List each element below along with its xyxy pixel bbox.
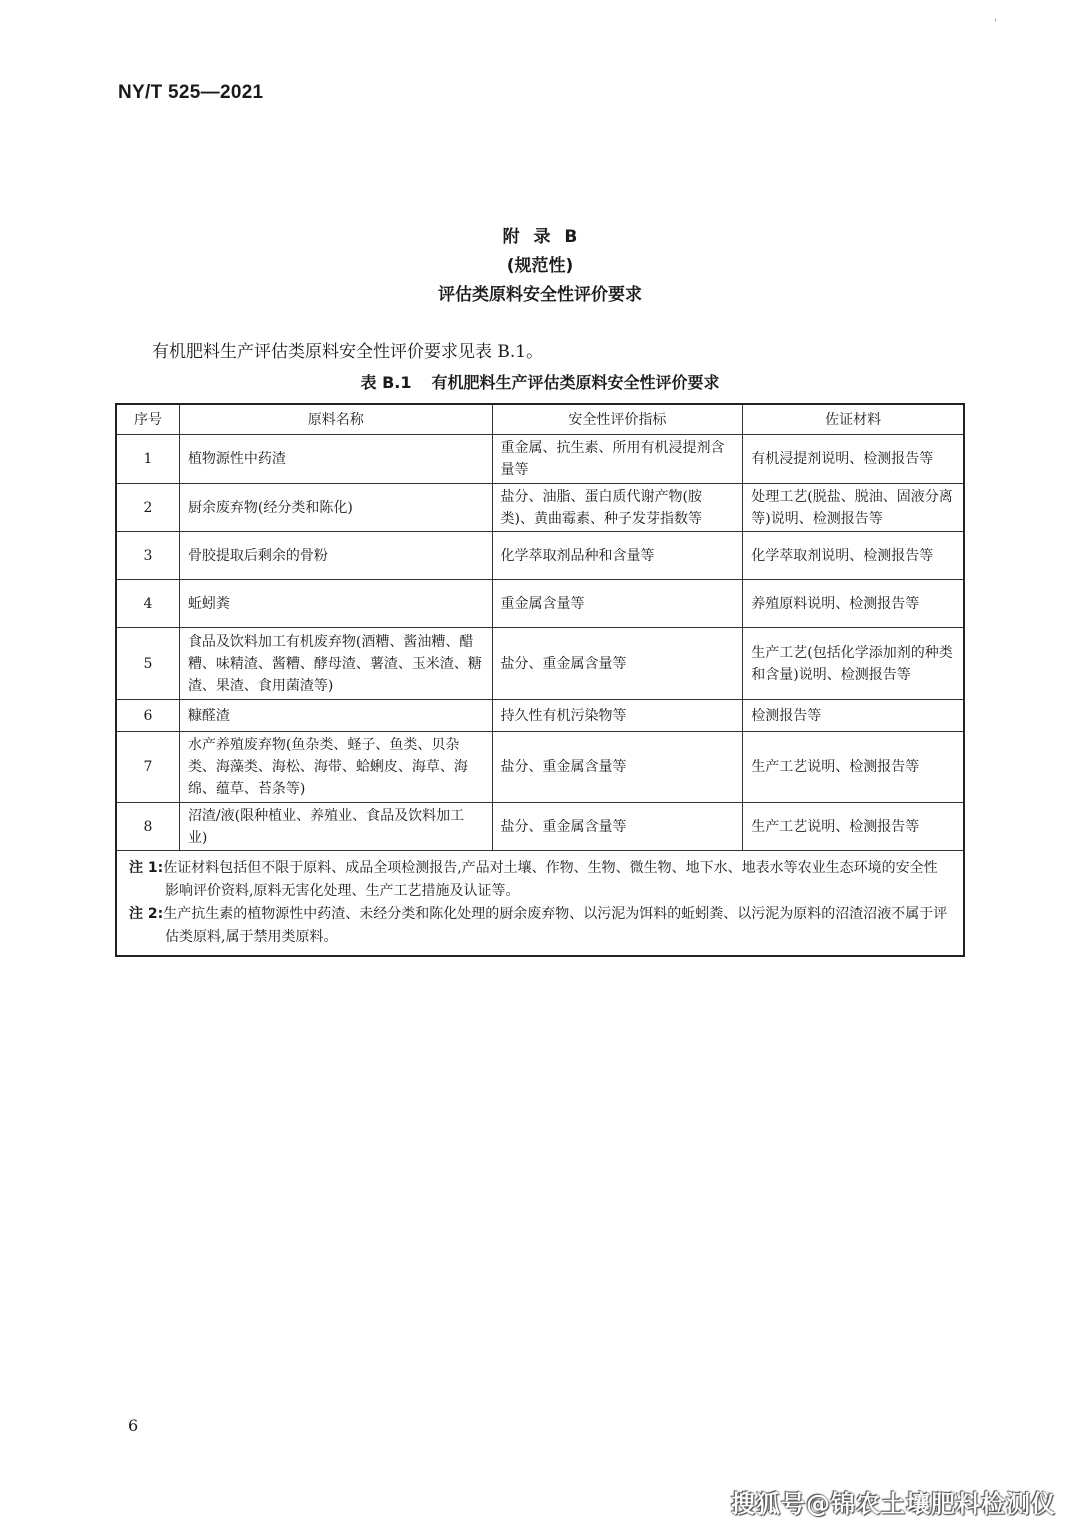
header-indicator: 安全性评价指标 <box>492 404 743 435</box>
table-row <box>116 732 964 803</box>
row-evidence: 生产工艺(包括化学添加剂的种类和含量)说明、检测报告等 <box>743 628 964 700</box>
note-1-text: 佐证材料包括但不限于原料、成品全项检测报告,产品对土壤、作物、生物、微生物、地下水、地表水等农业生态环境的安全性影响评价资料,原料无害化处理、生产工艺措施及认证等。 <box>163 860 938 899</box>
row-indicator: 化学萃取剂品种和含量等 <box>492 532 743 580</box>
row-evidence: 处理工艺(脱盐、脱油、固液分离等)说明、检测报告等 <box>743 484 964 532</box>
row-evidence: 检测报告等 <box>743 700 964 732</box>
table-header-row <box>116 404 964 435</box>
table-row <box>116 532 964 580</box>
row-evidence: 生产工艺说明、检测报告等 <box>743 732 964 803</box>
appendix-nature: (规范性) <box>506 256 574 276</box>
table-row <box>116 700 964 732</box>
row-evidence: 生产工艺说明、检测报告等 <box>743 803 964 851</box>
table-row <box>116 580 964 628</box>
table-caption <box>0 370 1080 393</box>
header-no: 序号 <box>116 404 179 435</box>
row-indicator: 盐分、重金属含量等 <box>492 803 743 851</box>
row-name: 水产养殖废弃物(鱼杂类、蛏子、鱼类、贝杂类、海藻类、海松、海带、蛤蜊皮、海草、海绵、蕴草、苔条等) <box>179 732 492 803</box>
row-name: 植物源性中药渣 <box>179 435 492 484</box>
note-2-label: 注 2: <box>129 906 164 922</box>
row-name: 糠醛渣 <box>179 700 492 732</box>
row-name: 厨余废弃物(经分类和陈化) <box>179 484 492 532</box>
intro-paragraph: 有机肥料生产评估类原料安全性评价要求见表 B.1。 <box>152 342 544 362</box>
row-indicator: 持久性有机污染物等 <box>492 700 743 732</box>
note-2 <box>129 903 951 949</box>
table-caption-title: 有机肥料生产评估类原料安全性评价要求 <box>431 373 720 392</box>
row-no: 1 <box>116 435 179 484</box>
page-number: 6 <box>128 1416 139 1435</box>
table-row <box>116 435 964 484</box>
row-indicator: 重金属、抗生素、所用有机浸提剂含量等 <box>492 435 743 484</box>
evaluation-table <box>115 403 965 957</box>
note-2-text: 生产抗生素的植物源性中药渣、未经分类和陈化处理的厨余废弃物、以污泥为饵料的蚯蚓粪、以污泥为原料的沼渣沼液不属于评估类原料,属于禁用类原料。 <box>163 906 948 945</box>
appendix-title: 评估类原料安全性评价要求 <box>438 285 642 305</box>
row-name: 食品及饮料加工有机废弃物(酒糟、酱油糟、醋糟、味精渣、酱糟、酵母渣、薯渣、玉米渣、糖渣、果渣、食用菌渣等) <box>179 628 492 700</box>
table-notes <box>116 851 964 957</box>
row-no: 8 <box>116 803 179 851</box>
row-indicator: 重金属含量等 <box>492 580 743 628</box>
note-1-label: 注 1: <box>129 860 164 876</box>
row-evidence: 有机浸提剂说明、检测报告等 <box>743 435 964 484</box>
table-notes-row <box>116 851 964 957</box>
row-evidence: 养殖原料说明、检测报告等 <box>743 580 964 628</box>
row-name: 蚯蚓粪 <box>179 580 492 628</box>
row-no: 6 <box>116 700 179 732</box>
standard-code: NY/T 525—2021 <box>118 82 264 103</box>
note-1 <box>129 857 951 903</box>
corner-mark: ' <box>994 18 997 29</box>
header-evidence: 佐证材料 <box>743 404 964 435</box>
source-watermark: 搜狐号@锦农土壤肥料检测仪 <box>731 1490 1056 1518</box>
row-no: 5 <box>116 628 179 700</box>
row-name: 沼渣/液(限种植业、养殖业、食品及饮料加工业) <box>179 803 492 851</box>
row-indicator: 盐分、重金属含量等 <box>492 732 743 803</box>
appendix-label: 附 录 B <box>502 227 578 247</box>
row-name: 骨胶提取后剩余的骨粉 <box>179 532 492 580</box>
row-evidence: 化学萃取剂说明、检测报告等 <box>743 532 964 580</box>
table-row <box>116 484 964 532</box>
row-indicator: 盐分、油脂、蛋白质代谢产物(胺类)、黄曲霉素、种子发芽指数等 <box>492 484 743 532</box>
row-no: 2 <box>116 484 179 532</box>
table-caption-number: 表 B.1 <box>360 373 412 392</box>
table-row <box>116 628 964 700</box>
header-name: 原料名称 <box>179 404 492 435</box>
table-row <box>116 803 964 851</box>
row-indicator: 盐分、重金属含量等 <box>492 628 743 700</box>
row-no: 4 <box>116 580 179 628</box>
row-no: 7 <box>116 732 179 803</box>
row-no: 3 <box>116 532 179 580</box>
